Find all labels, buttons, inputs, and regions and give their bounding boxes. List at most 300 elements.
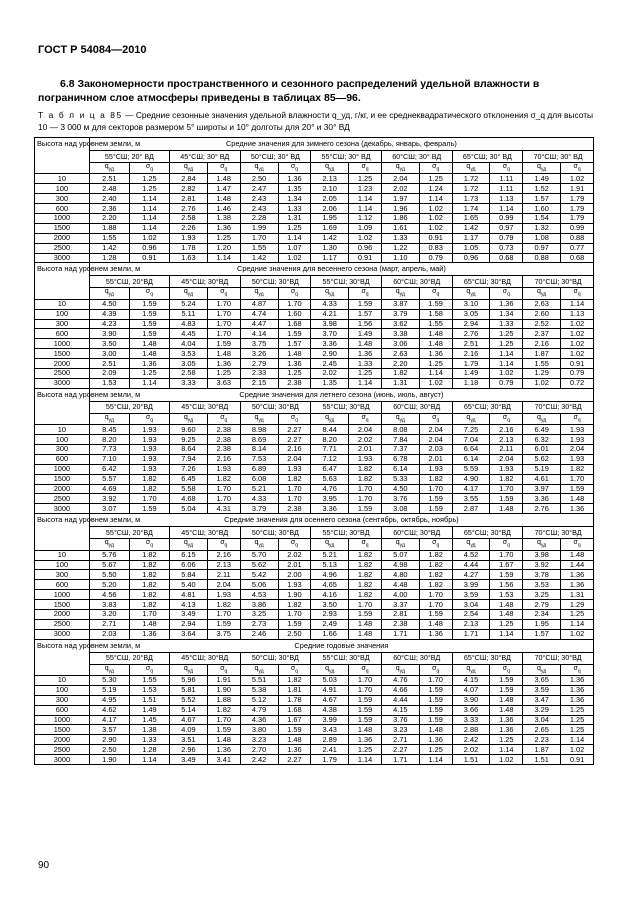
value-cell: 3.29 [523,705,561,715]
season-row [35,514,594,527]
symbol-main: q [325,664,330,672]
symbol-sigma-header [278,664,311,675]
value-cell: 3.33 [452,715,490,725]
value-cell: 1.10 [381,253,419,263]
value-cell: 1.36 [561,695,594,705]
value-cell: 1.02 [561,745,594,755]
symbol-main: σ [361,539,366,547]
value-cell: 3.38 [381,329,419,339]
value-cell: 1.71 [452,629,490,639]
value-cell: 1.96 [381,204,419,214]
value-cell: 1.36 [419,735,452,745]
value-cell: 1.14 [561,619,594,629]
value-cell: 2.06 [311,204,349,214]
value-cell: 1.55 [89,233,129,243]
value-cell: 1.48 [278,349,311,359]
value-cell: 1.25 [207,369,240,379]
value-cell: 1.47 [207,184,240,194]
symbol-main: σ [145,163,151,170]
height-value: 10 [35,676,90,686]
value-cell: 2.04 [561,444,594,454]
value-cell: 3.47 [523,695,561,705]
sector-header: 65°СШ; 30°ВД [452,401,523,413]
value-cell: 1.93 [207,590,240,600]
value-cell: 1.48 [349,629,382,639]
value-cell: 3.53 [169,349,207,359]
value-cell: 1.14 [490,359,523,369]
value-cell: 1.82 [129,484,169,494]
symbol-sub: q [224,417,228,424]
symbol-main: q [395,664,400,672]
symbol-q-header [311,288,349,299]
height-value: 2500 [35,619,90,629]
value-cell: 8.20 [311,435,349,445]
value-cell: 2.51 [452,339,490,349]
height-value: 600 [35,329,90,339]
value-cell: 1.30 [311,243,349,253]
value-cell: 3.04 [452,600,490,610]
value-cell: 2.16 [452,349,490,359]
value-cell: 6.42 [89,464,129,474]
value-cell: 1.11 [490,174,523,184]
symbol-sub: q [150,166,153,173]
table-row [35,184,594,194]
symbol-main: σ [220,413,225,421]
value-cell: 2.04 [207,580,240,590]
value-cell: 0.73 [490,243,523,253]
symbol-main: σ [573,664,578,672]
table-row [35,550,594,560]
value-cell: 1.48 [349,725,382,735]
value-cell: 3.36 [311,504,349,514]
value-cell: 2.02 [381,184,419,194]
value-cell: 5.11 [169,309,207,319]
sector-header: 60°СШ; 30°ВД [381,276,452,288]
value-cell: 3.25 [240,609,278,619]
symbol-sub: уд [329,166,335,173]
value-cell: 2.90 [311,349,349,359]
value-cell: 1.25 [278,369,311,379]
value-cell: 1.36 [349,349,382,359]
value-cell: 0.91 [561,755,594,765]
height-value: 300 [35,194,90,204]
value-cell: 4.16 [311,590,349,600]
value-cell: 2.43 [240,194,278,204]
value-cell: 3.90 [89,329,129,339]
value-cell: 4.36 [240,715,278,725]
value-cell: 0.96 [129,243,169,253]
value-cell: 2.26 [169,223,207,233]
value-cell: 1.36 [561,676,594,686]
value-cell: 3.90 [452,695,490,705]
value-cell: 1.59 [419,299,452,309]
symbol-sigma-header [349,413,382,424]
value-cell: 1.13 [561,309,594,319]
value-cell: 4.00 [381,590,419,600]
value-cell: 2.13 [311,174,349,184]
symbol-sub: q [150,542,153,549]
value-cell: 1.70 [349,685,382,695]
value-cell: 1.36 [490,299,523,309]
season-block [34,137,594,263]
sector-header: 55°СШ, 20°ВД [89,527,169,539]
value-cell: 1.82 [278,474,311,484]
value-cell: 2.01 [278,560,311,570]
value-cell: 4.67 [169,715,207,725]
value-cell: 1.70 [490,484,523,494]
value-cell: 2.20 [89,213,129,223]
symbol-sigma-header [129,539,169,550]
symbol-q-header [523,413,561,424]
symbol-sub: q [507,668,510,675]
symbol-sub: уд [108,417,114,424]
table-row [35,695,594,705]
season-row [35,138,594,151]
value-cell: 1.93 [278,464,311,474]
symbol-sigma-header [419,288,452,299]
height-value: 2500 [35,745,90,755]
value-cell: 2.76 [452,329,490,339]
symbol-main: σ [145,288,151,296]
value-cell: 1.29 [561,600,594,610]
value-cell: 9.25 [169,435,207,445]
table-row [35,349,594,359]
value-cell: 5.19 [89,685,129,695]
symbol-q-header [169,664,207,675]
symbol-main: σ [290,413,296,421]
symbol-sub: q [365,417,369,424]
value-cell: 1.48 [207,194,240,204]
symbol-main: σ [502,413,508,421]
value-cell: 5.14 [169,705,207,715]
symbol-main: q [254,163,259,170]
value-cell: 2.96 [169,745,207,755]
value-cell: 1.55 [129,676,169,686]
value-cell: 2.41 [311,745,349,755]
value-cell: 3.80 [240,725,278,735]
value-cell: 3.65 [523,676,561,686]
symbol-sub: уд [540,291,547,298]
value-cell: 1.14 [349,194,382,204]
table-row [35,243,594,253]
height-header: Высота над уровнем земли, м [35,263,90,299]
height-value: 3000 [35,755,90,765]
sector-header: 70°СШ; 30°ВД [523,527,594,539]
sector-header: 45°СШ; 30° ВД [169,151,240,163]
value-cell: 0.99 [490,213,523,223]
table-caption [38,110,600,133]
value-cell: 1.34 [490,309,523,319]
value-cell: 2.02 [452,745,490,755]
value-cell: 1.38 [207,213,240,223]
value-cell: 0.91 [349,253,382,263]
symbol-main: q [183,288,188,296]
symbol-sub: уд [470,542,476,549]
value-cell: 1.82 [349,474,382,484]
sector-header: 55°СШ, 20°ВД [89,276,169,288]
symbol-sub: уд [399,291,405,298]
value-cell: 1.59 [490,676,523,686]
value-cell: 3.26 [240,349,278,359]
value-cell: 5.30 [89,676,129,686]
symbol-sub: q [507,166,510,173]
sector-header: 50°СШ; 30°ВД [240,276,311,288]
value-cell: 3.75 [207,629,240,639]
value-cell: 4.44 [452,560,490,570]
value-cell: 1.17 [452,233,490,243]
symbol-q-header [89,664,129,675]
symbol-sigma-header [207,163,240,174]
value-cell: 1.36 [490,715,523,725]
value-cell: 2.38 [278,504,311,514]
value-cell: 0.97 [523,243,561,253]
value-cell: 1.25 [349,745,382,755]
symbol-q-header [523,163,561,174]
symbol-sub: q [365,542,369,549]
symbol-main: σ [290,664,296,672]
value-cell: 5.70 [240,550,278,560]
value-cell: 0.68 [561,253,594,263]
value-cell: 1.34 [278,194,311,204]
height-value: 1500 [35,600,90,610]
symbol-sub: уд [258,542,264,549]
symbol-sub: q [295,291,298,298]
value-cell: 2.45 [311,359,349,369]
value-cell: 2.50 [240,174,278,184]
value-cell: 1.70 [349,676,382,686]
value-cell: 4.17 [452,484,490,494]
value-cell: 2.03 [89,629,129,639]
value-cell: 1.59 [561,484,594,494]
value-cell: 0.79 [561,369,594,379]
symbol-sigma-header [561,288,594,299]
value-cell: 4.15 [381,705,419,715]
symbol-q-header [452,163,490,174]
symbol-main: σ [145,413,151,421]
height-value: 2500 [35,494,90,504]
value-cell: 3.83 [89,600,129,610]
symbol-q-header [169,163,207,174]
value-cell: 3.62 [381,319,419,329]
symbol-main: σ [432,163,437,170]
value-cell: 1.51 [452,755,490,765]
symbol-row [35,539,594,550]
value-cell: 6.06 [169,560,207,570]
value-cell: 5.57 [89,474,129,484]
value-cell: 1.82 [381,369,419,379]
value-cell: 6.45 [169,474,207,484]
value-cell: 5.33 [381,474,419,484]
value-cell: 1.42 [452,223,490,233]
value-cell: 4.95 [89,695,129,705]
value-cell: 0.97 [490,223,523,233]
value-cell: 7.25 [452,425,490,435]
value-cell: 3.23 [240,735,278,745]
value-cell: 1.70 [490,550,523,560]
value-cell: 1.70 [419,676,452,686]
value-cell: 1.88 [89,223,129,233]
value-cell: 5.06 [240,580,278,590]
table-row [35,685,594,695]
value-cell: 1.59 [278,725,311,735]
symbol-sub: q [295,668,298,675]
symbol-main: σ [145,539,151,547]
value-cell: 1.49 [452,369,490,379]
symbol-main: q [183,539,188,547]
value-cell: 3.04 [523,715,561,725]
value-cell: 1.70 [349,494,382,504]
value-cell: 1.70 [207,329,240,339]
symbol-sub: уд [258,166,264,173]
value-cell: 3.79 [381,309,419,319]
height-value: 300 [35,444,90,454]
value-cell: 1.14 [419,369,452,379]
value-cell: 1.59 [207,339,240,349]
symbol-row [35,413,594,424]
value-cell: 1.02 [419,378,452,388]
table-row [35,435,594,445]
value-cell: 1.36 [207,745,240,755]
value-cell: 2.51 [89,174,129,184]
value-cell: 4.21 [311,309,349,319]
value-cell: 1.02 [419,213,452,223]
section-title: 6.8 Закономерности пространственного и сезонного распределений удельной влажности в пограничном слое атмосферы приведены в таблицах 85—96. [38,78,540,104]
symbol-q-header [240,163,278,174]
value-cell: 1.57 [523,629,561,639]
value-cell: 1.59 [419,504,452,514]
value-cell: 1.59 [419,494,452,504]
value-cell: 1.87 [523,349,561,359]
value-cell: 4.52 [452,550,490,560]
value-cell: 1.68 [278,319,311,329]
value-cell: 2.28 [240,213,278,223]
value-cell: 1.09 [349,223,382,233]
symbol-q-header [381,413,419,424]
symbol-sigma-header [129,413,169,424]
symbol-q-header [452,413,490,424]
symbol-main: σ [361,664,366,672]
value-cell: 1.36 [561,580,594,590]
symbol-sub: q [365,291,369,298]
value-cell: 6.49 [523,425,561,435]
value-cell: 1.70 [349,600,382,610]
symbol-q-header [89,539,129,550]
symbol-q-header [311,413,349,424]
height-value: 2000 [35,735,90,745]
value-cell: 5.96 [169,676,207,686]
symbol-sub: уд [540,542,547,549]
value-cell: 7.71 [311,444,349,454]
value-cell: 1.33 [129,735,169,745]
table-row [35,570,594,580]
symbol-main: q [104,163,109,170]
sector-header: 50°СШ; 30°ВД [240,401,311,413]
table-row [35,715,594,725]
value-cell: 1.57 [523,194,561,204]
value-cell: 2.94 [452,319,490,329]
value-cell: 1.82 [419,474,452,484]
symbol-q-header [169,539,207,550]
symbol-main: σ [220,539,225,547]
value-cell: 1.82 [129,550,169,560]
symbol-sub: уд [399,417,405,424]
sector-header: 45°СШ; 30°ВД [169,401,240,413]
value-cell: 2.11 [490,444,523,454]
sector-header: 50°СШ; 30°ВД [240,652,311,664]
value-cell: 1.93 [129,464,169,474]
table-row [35,319,594,329]
height-value: 300 [35,319,90,329]
value-cell: 4.27 [452,570,490,580]
value-cell: 8.69 [240,435,278,445]
value-cell: 1.35 [311,378,349,388]
season-title: Средние значения для летнего сезона (июнь, июль, август) [89,388,593,401]
value-cell: 1.79 [561,213,594,223]
sector-header: 65°СШ; 30°ВД [452,276,523,288]
symbol-sub: уд [470,417,476,424]
value-cell: 2.04 [349,425,382,435]
value-cell: 1.59 [419,705,452,715]
value-cell: 3.37 [381,600,419,610]
value-cell: 0.68 [490,253,523,263]
table-row [35,560,594,570]
value-cell: 1.79 [561,204,594,214]
symbol-q-header [311,539,349,550]
value-cell: 1.48 [561,494,594,504]
value-cell: 2.02 [349,435,382,445]
table-row [35,233,594,243]
value-cell: 1.59 [129,309,169,319]
value-cell: 8.08 [381,425,419,435]
table-row [35,464,594,474]
height-value: 300 [35,695,90,705]
symbol-main: q [395,163,400,170]
symbol-q-header [89,413,129,424]
height-value: 1000 [35,715,90,725]
value-cell: 1.54 [523,213,561,223]
value-cell: 3.79 [240,504,278,514]
value-cell: 1.25 [349,369,382,379]
value-cell: 3.23 [381,725,419,735]
value-cell: 2.76 [169,204,207,214]
value-cell: 1.17 [311,253,349,263]
value-cell: 1.93 [129,444,169,454]
table-row [35,299,594,309]
symbol-sigma-header [349,288,382,299]
value-cell: 1.60 [278,309,311,319]
value-cell: 1.70 [240,233,278,243]
value-cell: 6.08 [240,474,278,484]
value-cell: 2.10 [311,184,349,194]
value-cell: 2.42 [240,755,278,765]
value-cell: 1.70 [419,484,452,494]
value-cell: 1.02 [278,253,311,263]
value-cell: 1.70 [278,609,311,619]
value-cell: 4.17 [89,715,129,725]
symbol-sub: q [365,668,369,675]
table-row [35,745,594,755]
value-cell: 1.48 [129,619,169,629]
value-cell: 1.88 [207,695,240,705]
value-cell: 8.98 [240,425,278,435]
symbol-sigma-header [207,664,240,675]
value-cell: 3.25 [523,590,561,600]
value-cell: 2.82 [169,184,207,194]
value-cell: 3.05 [169,359,207,369]
table-row [35,474,594,484]
height-value: 3000 [35,504,90,514]
value-cell: 1.14 [490,349,523,359]
